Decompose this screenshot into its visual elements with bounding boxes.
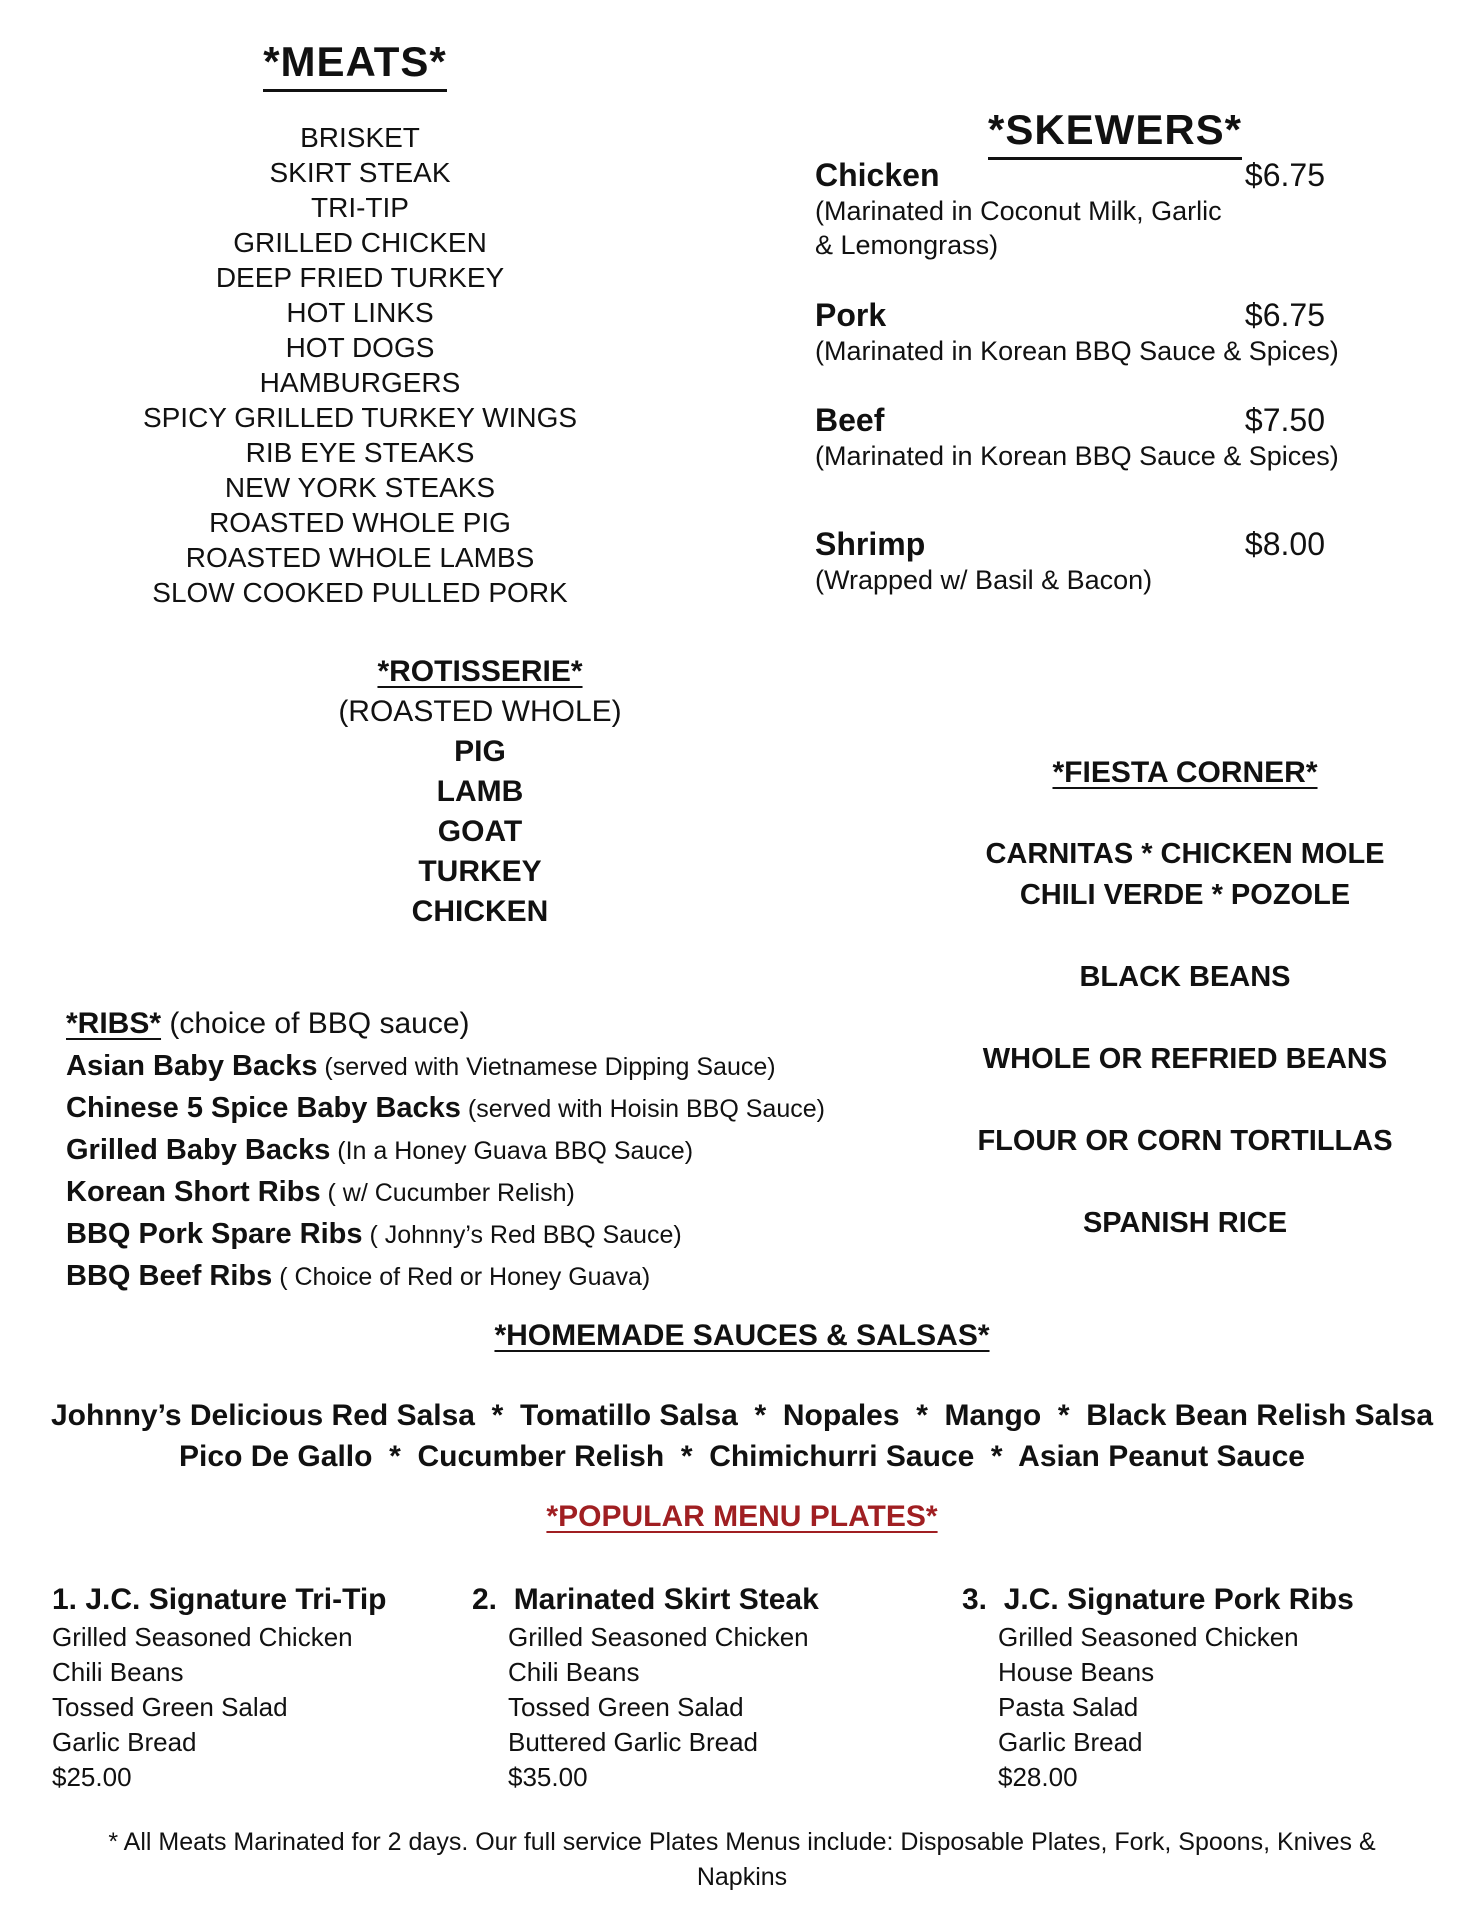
sauces-line: Pico De Gallo * Cucumber Relish * Chimichurri Sauce * Asian Peanut Sauce	[179, 1440, 1305, 1473]
skewers-heading	[950, 106, 1280, 154]
ribs-heading-note: (choice of BBQ sauce)	[161, 1007, 470, 1040]
rotisserie-item: PIG	[454, 735, 506, 768]
rib-item	[66, 1172, 886, 1214]
skewer-desc: (Marinated in Korean BBQ Sauce & Spices)	[815, 336, 1339, 366]
meat-item: DEEP FRIED TURKEY	[215, 262, 505, 293]
plate-item: Grilled Seasoned Chicken	[508, 1622, 809, 1652]
plate-title: 1. J.C. Signature Tri-Tip	[52, 1583, 387, 1616]
skewer-name: Beef	[815, 402, 885, 438]
skewer-item-chicken	[815, 158, 1375, 262]
rib-item	[66, 1130, 886, 1172]
skewers-heading-text: *SKEWERS*	[988, 106, 1242, 160]
rotisserie-item: LAMB	[436, 775, 524, 808]
ribs-heading-row	[66, 1003, 886, 1046]
skewer-price: $8.00	[1244, 526, 1325, 562]
skewer-price: $6.75	[1244, 297, 1325, 333]
rotisserie-section	[300, 652, 660, 932]
rotisserie-item: TURKEY	[418, 855, 542, 888]
meats-list	[100, 120, 620, 610]
plate-price: $35.00	[508, 1762, 588, 1792]
fiesta-item: FLOUR OR CORN TORTILLAS	[977, 1125, 1393, 1157]
meat-item: ROASTED WHOLE LAMBS	[185, 542, 535, 573]
skewer-item-beef	[815, 403, 1375, 473]
rib-item	[66, 1214, 886, 1256]
sauces-line: Johnny’s Delicious Red Salsa * Tomatillo Salsa * Nopales * Mango * Black Bean Relish Salsa	[50, 1399, 1434, 1432]
skewer-price: $6.75	[1244, 157, 1325, 193]
sauces-list	[0, 1395, 1484, 1477]
skewer-name: Pork	[815, 297, 887, 333]
popular-heading	[0, 1500, 1484, 1534]
skewer-item-shrimp	[815, 527, 1375, 597]
sauces-heading	[0, 1319, 1484, 1353]
plate-item: Buttered Garlic Bread	[508, 1727, 759, 1757]
skewer-desc: & Lemongrass)	[815, 230, 999, 260]
meat-item: BRISKET	[300, 122, 420, 153]
meat-item: GRILLED CHICKEN	[233, 227, 487, 258]
skewer-item-pork	[815, 298, 1375, 368]
plate-item: Garlic Bread	[998, 1727, 1143, 1757]
plate-item: Chili Beans	[52, 1657, 184, 1687]
plate-title: 2. Marinated Skirt Steak	[472, 1583, 819, 1616]
plate-title: 3. J.C. Signature Pork Ribs	[962, 1583, 1354, 1616]
meats-heading	[200, 38, 510, 86]
skewer-name: Chicken	[815, 157, 940, 193]
rib-note: (served with Vietnamese Dipping Sauce)	[317, 1053, 776, 1081]
rotisserie-heading: *ROTISSERIE*	[377, 655, 583, 688]
rib-name: Chinese 5 Spice Baby Backs	[66, 1092, 461, 1124]
ribs-heading: *RIBS*	[66, 1007, 162, 1040]
meat-item: HOT LINKS	[286, 297, 434, 328]
rib-name: Grilled Baby Backs	[66, 1134, 331, 1166]
rib-name: BBQ Pork Spare Ribs	[66, 1218, 363, 1250]
fiesta-item: BLACK BEANS	[1079, 961, 1291, 993]
footnote: * All Meats Marinated for 2 days. Our full service Plates Menus include: Disposable Plates, Fork, Spoons, Knives & Napkins	[108, 1828, 1376, 1891]
rib-note: (In a Honey Guava BBQ Sauce)	[330, 1137, 694, 1165]
fiesta-item: SPANISH RICE	[1082, 1207, 1288, 1239]
popular-heading-text: *POPULAR MENU PLATES*	[546, 1500, 938, 1533]
rib-item	[66, 1046, 886, 1088]
meat-item: TRI-TIP	[311, 192, 409, 223]
sauces-heading-text: *HOMEMADE SAUCES & SALSAS*	[494, 1319, 990, 1352]
plate-price: $25.00	[52, 1762, 132, 1792]
plate-item: Pasta Salad	[998, 1692, 1139, 1722]
plate-price: $28.00	[998, 1762, 1078, 1792]
skewer-desc: (Wrapped w/ Basil & Bacon)	[815, 565, 1153, 595]
rib-item	[66, 1256, 886, 1298]
rib-note: (served with Hoisin BBQ Sauce)	[460, 1095, 825, 1123]
plate-item: House Beans	[998, 1657, 1155, 1687]
plate-card	[472, 1580, 952, 1795]
ribs-section	[66, 1003, 886, 1298]
rib-note: ( Johnny’s Red BBQ Sauce)	[362, 1221, 682, 1249]
plate-card	[52, 1580, 472, 1795]
plate-item: Tossed Green Salad	[52, 1692, 288, 1722]
skewer-desc: (Marinated in Korean BBQ Sauce & Spices)	[815, 441, 1339, 471]
plate-item: Grilled Seasoned Chicken	[998, 1622, 1299, 1652]
meat-item: RIB EYE STEAKS	[245, 437, 475, 468]
rib-note: ( w/ Cucumber Relish)	[320, 1179, 575, 1207]
meat-item: ROASTED WHOLE PIG	[209, 507, 511, 538]
meat-item: HOT DOGS	[285, 332, 435, 363]
plate-item: Tossed Green Salad	[508, 1692, 744, 1722]
meats-heading-text: *MEATS*	[263, 38, 447, 92]
skewer-name: Shrimp	[815, 526, 926, 562]
meat-item: NEW YORK STEAKS	[224, 472, 496, 503]
rotisserie-subheading: (ROASTED WHOLE)	[338, 695, 622, 728]
meat-item: SLOW COOKED PULLED PORK	[152, 577, 568, 608]
rib-item	[66, 1088, 886, 1130]
rotisserie-item: CHICKEN	[411, 895, 549, 928]
fiesta-list	[950, 834, 1420, 1244]
fiesta-heading-text: *FIESTA CORNER*	[1052, 756, 1318, 789]
plate-item: Garlic Bread	[52, 1727, 197, 1757]
rib-name: Korean Short Ribs	[66, 1176, 321, 1208]
meat-item: HAMBURGERS	[259, 367, 461, 398]
rib-note: ( Choice of Red or Honey Guava)	[272, 1263, 651, 1291]
skewer-desc: (Marinated in Coconut Milk, Garlic	[815, 196, 1222, 226]
plate-item: Grilled Seasoned Chicken	[52, 1622, 353, 1652]
plate-item: Chili Beans	[508, 1657, 640, 1687]
fiesta-item: CHILI VERDE * POZOLE	[1019, 879, 1351, 911]
skewer-price: $7.50	[1244, 402, 1325, 438]
rib-name: BBQ Beef Ribs	[66, 1260, 273, 1292]
meat-item: SPICY GRILLED TURKEY WINGS	[142, 402, 578, 433]
fiesta-item: CARNITAS * CHICKEN MOLE	[985, 838, 1385, 870]
meat-item: SKIRT STEAK	[269, 157, 451, 188]
rib-name: Asian Baby Backs	[66, 1050, 318, 1082]
fiesta-heading	[980, 756, 1390, 790]
fiesta-item: WHOLE OR REFRIED BEANS	[982, 1043, 1388, 1075]
plate-card	[962, 1580, 1462, 1795]
rotisserie-item: GOAT	[437, 815, 523, 848]
